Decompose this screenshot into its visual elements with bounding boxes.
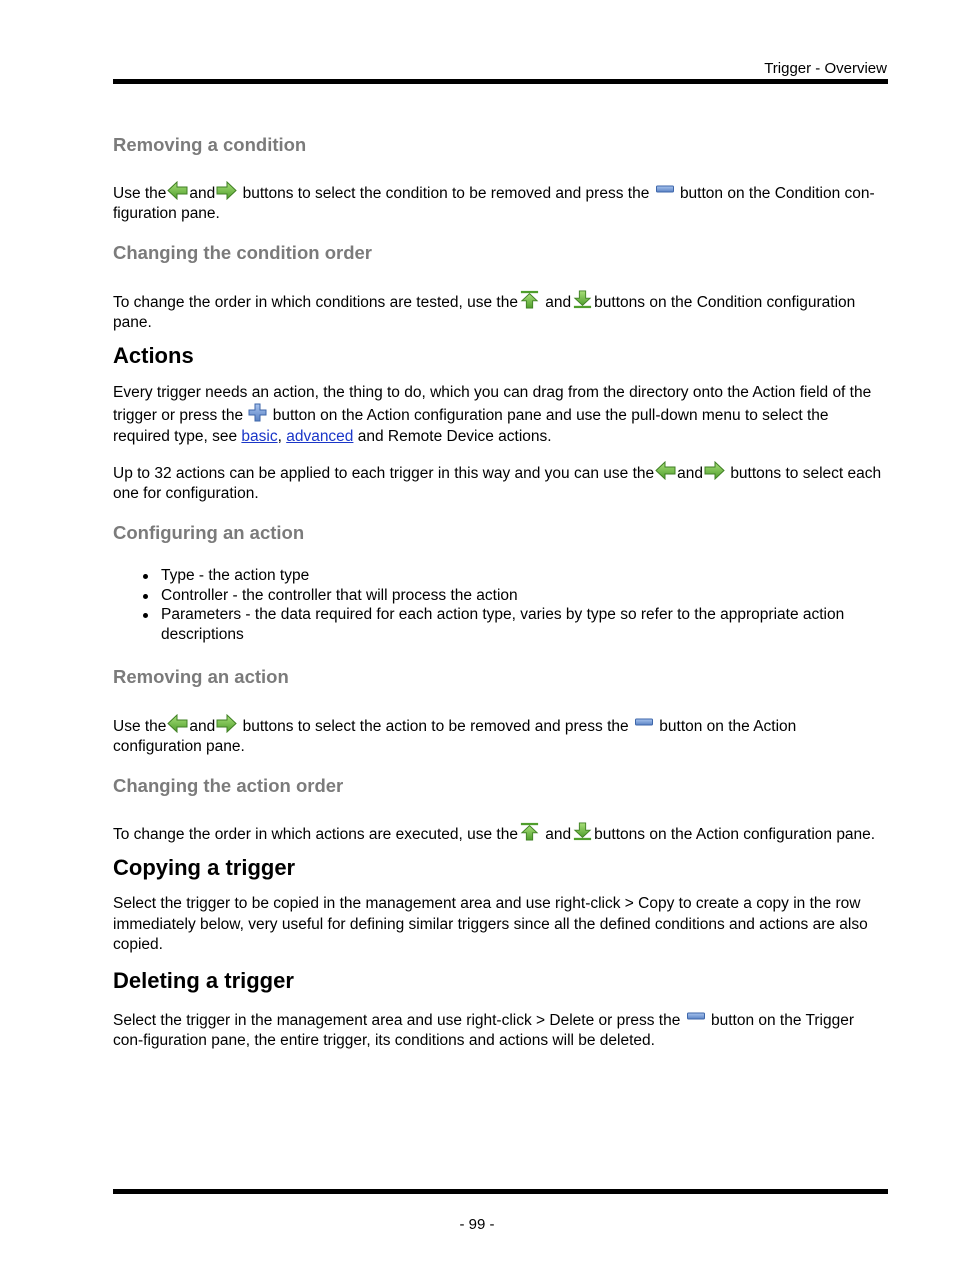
para-changing-action-order	[113, 822, 888, 845]
arrow-right-icon	[216, 181, 237, 200]
arrow-up-icon	[519, 822, 540, 841]
text: button on the Trigger con-figuration pane, the entire trigger, its conditions and actions will be deleted.	[113, 1012, 855, 1049]
minus-icon	[634, 716, 654, 728]
text: Every trigger needs an action, the thing to do, which you can drag from the directory onto the Action field of the trigger or press the	[113, 384, 872, 424]
heading-deleting-trigger: Deleting a trigger	[113, 968, 294, 993]
text: and	[545, 294, 572, 311]
para-actions-count	[113, 461, 888, 503]
text: button on the Condition con-figuration pane.	[113, 185, 875, 222]
running-header: Trigger - Overview	[764, 60, 887, 77]
text: and	[677, 465, 703, 482]
text: and	[189, 718, 216, 735]
plus-icon	[248, 403, 267, 422]
text: button on the Action configuration pane and use the pull-down menu to select the required type, see	[113, 407, 829, 445]
arrow-right-icon	[216, 714, 237, 733]
text: button on the Action configuration pane.	[113, 718, 797, 755]
text: buttons to select the action to be removed and press the	[242, 718, 629, 735]
text: Use the	[113, 185, 167, 202]
link-advanced[interactable]: advanced	[286, 428, 354, 445]
text: and Remote Device actions.	[357, 428, 552, 445]
arrow-left-icon	[655, 461, 676, 480]
para-removing-condition	[113, 181, 888, 223]
heading-copying-trigger: Copying a trigger	[113, 855, 296, 880]
heading-removing-action: Removing an action	[113, 666, 289, 687]
arrow-up-icon	[519, 290, 540, 309]
link-basic[interactable]: basic	[241, 428, 278, 445]
text: buttons to select each one for configuration.	[113, 465, 882, 502]
text: buttons on the Condition configuration pane.	[113, 294, 856, 331]
text: Select the trigger in the management area and use right-click > Delete or press the	[113, 1012, 681, 1029]
arrow-left-icon	[167, 181, 188, 200]
para-deleting-trigger	[113, 1010, 888, 1050]
heading-actions: Actions	[113, 343, 194, 368]
text: and	[189, 185, 216, 202]
arrow-down-icon	[572, 290, 593, 309]
arrow-right-icon	[704, 461, 725, 480]
arrow-left-icon	[167, 714, 188, 733]
action-fields-list	[113, 566, 888, 644]
text: To change the order in which actions are executed, use the	[113, 826, 518, 843]
page-number: - 99 -	[459, 1216, 495, 1233]
text: Use the	[113, 718, 167, 735]
para-changing-condition-order	[113, 290, 888, 332]
heading-changing-condition-order: Changing the condition order	[113, 242, 372, 263]
heading-changing-action-order: Changing the action order	[113, 775, 344, 796]
text: ,	[277, 428, 282, 445]
minus-icon	[686, 1010, 706, 1022]
header-rule	[113, 79, 888, 84]
footer-rule	[113, 1189, 888, 1194]
text: Up to 32 actions can be applied to each trigger in this way and you can use the	[113, 465, 655, 482]
minus-icon	[655, 183, 675, 195]
arrow-down-icon	[572, 822, 593, 841]
para-copying-trigger: Select the trigger to be copied in the management area and use right-click > Copy to create a copy in the row immediately below, very useful for defining similar triggers since all the defined conditions and actions are also copied.	[113, 895, 868, 953]
list-item: Parameters - the data required for each action type, varies by type so refer to the appropriate action descriptions	[113, 605, 888, 644]
text: and	[545, 826, 572, 843]
list-item: Controller - the controller that will process the action	[113, 586, 888, 606]
heading-configuring-action: Configuring an action	[113, 522, 305, 543]
text: buttons on the Action configuration pane.	[594, 826, 876, 843]
para-actions-intro	[113, 382, 888, 447]
heading-removing-condition: Removing a condition	[113, 134, 307, 155]
list-item: Type - the action type	[113, 566, 888, 586]
text: To change the order in which conditions are tested, use the	[113, 294, 518, 311]
text: buttons to select the condition to be removed and press the	[242, 185, 650, 202]
para-removing-action	[113, 714, 888, 756]
